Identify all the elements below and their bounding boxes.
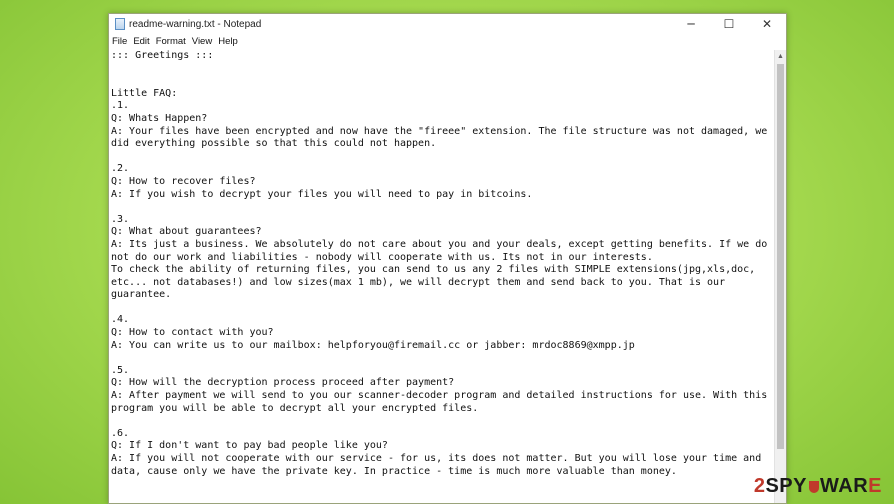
text-line: To check the ability of returning files, you can send to us any 2 files with SIMPLE extensions(jpg,xls,doc, [111, 264, 756, 276]
maximize-button[interactable]: ☐ [723, 17, 735, 31]
title-bar[interactable] [109, 14, 786, 34]
text-line: program you will be able to decrypt all your encrypted files. [111, 402, 479, 414]
text-line: A: If you wish to decrypt your files you will need to pay in bitcoins. [111, 188, 533, 200]
text-line: Little FAQ: [111, 87, 178, 99]
text-line: A: If you will not cooperate with our service - for us, its does not matter. But you will lose your time and [111, 453, 762, 464]
watermark-war: WAR [819, 475, 869, 497]
text-line: A: You can write us to our mailbox: helpforyou@firemail.cc or jabber: mrdoc8869@xmpp.jp [111, 339, 635, 351]
text-line: not do our work and liabilities - nobody will cooperate with us. Its not in our interests. [111, 251, 653, 263]
text-line: Q: Whats Happen? [111, 112, 208, 124]
menu-view[interactable]: View [191, 35, 213, 47]
text-line: .3. [111, 213, 130, 225]
scroll-up-icon[interactable]: ▲ [777, 52, 784, 60]
notepad-window [108, 13, 787, 504]
text-line: A: Your files have been encrypted and now have the "fireee" extension. The file structure was not damaged, we [111, 125, 768, 137]
text-line: guarantee. [111, 289, 172, 301]
menu-edit[interactable]: Edit [133, 35, 150, 47]
menu-format[interactable]: Format [155, 35, 186, 47]
text-line: .6. [111, 427, 130, 439]
text-editor-area[interactable] [109, 50, 774, 503]
text-line: .5. [111, 364, 130, 376]
text-line: did everything possible so that this could not happen. [111, 138, 437, 150]
shield-icon [809, 481, 819, 493]
watermark-e: E [868, 475, 882, 497]
watermark-logo [754, 475, 882, 498]
text-line: .1. [111, 100, 130, 112]
minimize-button[interactable]: ─ [687, 17, 695, 31]
text-line: Q: How will the decryption process proceed after payment? [111, 377, 455, 389]
text-line: Q: How to contact with you? [111, 327, 274, 339]
menu-bar [109, 34, 786, 48]
text-line: Q: How to recover files? [111, 175, 256, 187]
text-line: etc... not databases!) and low sizes(max 1 mb), we will decrypt them and send back to you. That is our [111, 276, 726, 288]
text-line: .2. [111, 163, 130, 175]
vertical-scrollbar[interactable] [774, 50, 786, 503]
text-line: data, cause only we have the private key. In practice - time is much more valuable than money. [111, 465, 677, 477]
watermark-spy: SPY [765, 475, 807, 497]
window-title: readme-warning.txt - Notepad [129, 18, 262, 30]
text-line: .4. [111, 314, 130, 326]
menu-help[interactable]: Help [218, 35, 238, 47]
text-line: A: After payment we will send to you our scanner-decoder program and detailed instructions for use. With this [111, 390, 768, 402]
text-line: ::: Greetings ::: [111, 50, 214, 61]
watermark-2: 2 [753, 475, 766, 497]
scroll-thumb[interactable] [777, 64, 784, 449]
window-controls [672, 14, 786, 34]
close-button[interactable]: ✕ [761, 17, 773, 31]
menu-file[interactable]: File [112, 35, 128, 47]
text-line: Q: If I don't want to pay bad people like you? [111, 440, 388, 452]
document-text [111, 50, 772, 478]
notepad-icon [115, 18, 125, 30]
text-line: Q: What about guarantees? [111, 226, 262, 238]
text-line: A: Its just a business. We absolutely do not care about you and your deals, except getting benefits. If we do [111, 238, 768, 250]
